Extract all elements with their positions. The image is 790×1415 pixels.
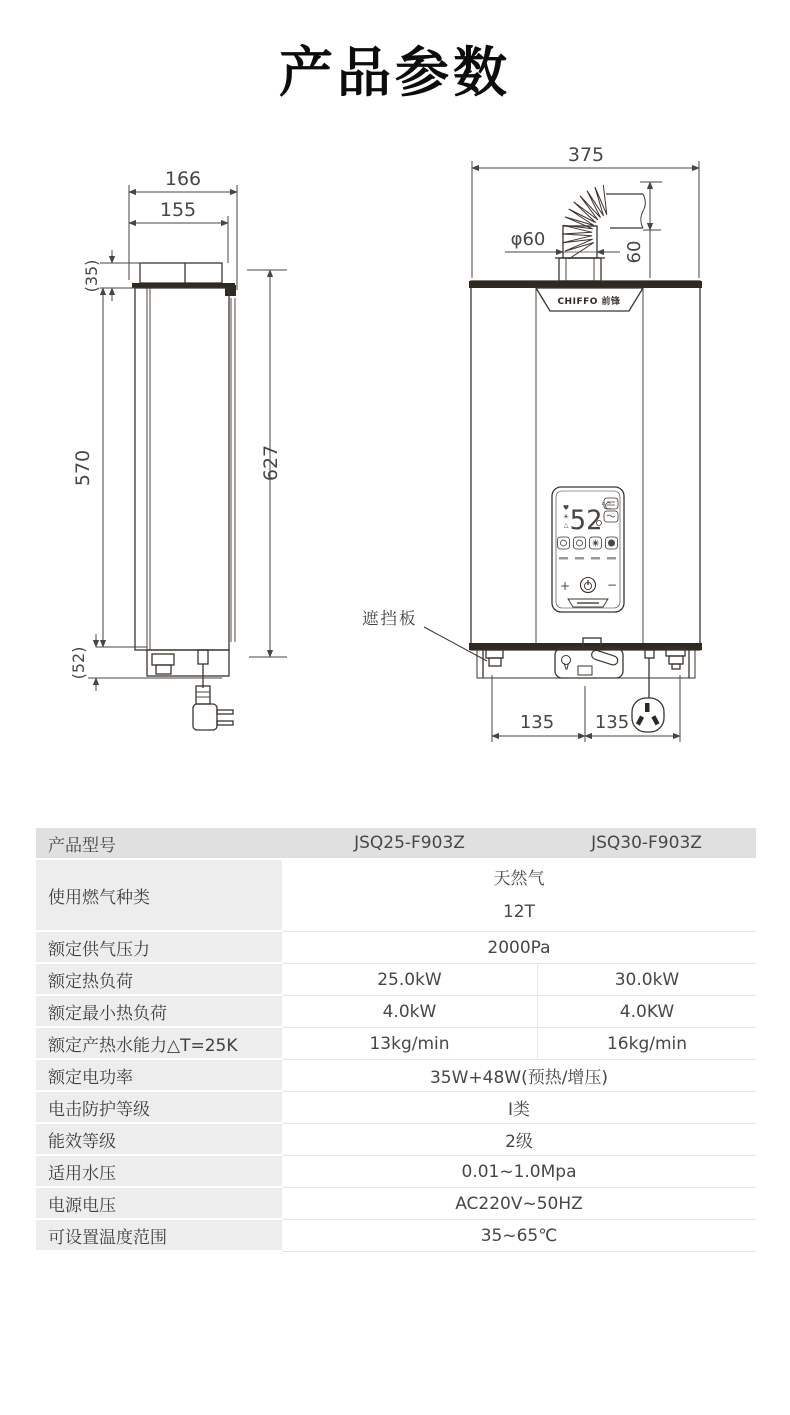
side-view-dimension-labels: [69, 168, 282, 679]
row-label: 使用燃气种类: [36, 860, 282, 932]
row-value: 35W+48W(预热/增压): [282, 1060, 756, 1092]
side-view-drawing: [132, 263, 236, 730]
row-label: 电源电压: [36, 1188, 282, 1220]
panel-temperature-unit: ℃: [600, 502, 612, 512]
panel-temperature: 52: [569, 505, 603, 536]
row-value-2: 4.0KW: [537, 996, 756, 1028]
control-panel-display: [560, 502, 617, 593]
row-label: 能效等级: [36, 1124, 282, 1156]
row-label: 额定供气压力: [36, 932, 282, 964]
dim-35: (35): [82, 259, 101, 293]
header-model-1: JSQ25-F903Z: [282, 828, 537, 860]
row-label: 电击防护等级: [36, 1092, 282, 1124]
table-row-hot-water-capacity: [36, 1028, 756, 1060]
dim-52: (52): [69, 646, 88, 680]
side-view-dimensions: [88, 185, 287, 691]
header-model-2: JSQ30-F903Z: [537, 828, 756, 860]
row-label: 额定产热水能力△T=25K: [36, 1028, 282, 1060]
dim-570: 570: [72, 449, 94, 487]
table-row-min-heat-load: [36, 996, 756, 1028]
brand-badge-text: CHIFFO 前锋: [557, 297, 621, 307]
row-label: 额定热负荷: [36, 964, 282, 996]
shield-plate-label: 遮挡板: [362, 609, 418, 628]
front-view-drawing: [424, 185, 702, 732]
row-value-line-1: 天然气: [493, 868, 545, 889]
dim-135-left: 135: [519, 712, 555, 733]
row-value: AC220V~50HZ: [282, 1188, 756, 1220]
table-row-temperature-range: [36, 1220, 756, 1252]
table-row-shock-protection: [36, 1092, 756, 1124]
row-label: 适用水压: [36, 1156, 282, 1188]
table-row-energy-efficiency: [36, 1124, 756, 1156]
dim-phi60: φ60: [510, 229, 546, 250]
table-header-row: [36, 828, 756, 860]
row-value: 2级: [282, 1124, 756, 1156]
row-value-1: 4.0kW: [282, 996, 537, 1028]
row-value-1: 13kg/min: [282, 1028, 537, 1060]
table-row-electric-power: [36, 1060, 756, 1092]
row-label: 可设置温度范围: [36, 1220, 282, 1252]
dimension-drawings: [0, 130, 790, 790]
dim-60: 60: [624, 240, 645, 264]
row-value-2: 30.0kW: [537, 964, 756, 996]
minus-button-glyph: −: [606, 578, 618, 592]
table-row-gas-type: [36, 860, 756, 932]
spec-table: [36, 828, 756, 1252]
dim-155: 155: [159, 199, 197, 221]
row-label: 额定电功率: [36, 1060, 282, 1092]
row-label: 额定最小热负荷: [36, 996, 282, 1028]
dim-166: 166: [164, 168, 202, 190]
table-row-water-pressure: [36, 1156, 756, 1188]
plus-button-glyph: +: [559, 579, 571, 593]
row-value: 0.01~1.0Mpa: [282, 1156, 756, 1188]
dim-135-right: 135: [594, 712, 630, 733]
row-value: [282, 860, 756, 932]
row-value-2: 16kg/min: [537, 1028, 756, 1060]
table-row-heat-load: [36, 964, 756, 996]
heart-icon: ♥: [562, 504, 570, 512]
page-title: 产品参数: [279, 41, 511, 104]
dim-375: 375: [567, 144, 605, 166]
row-value: 35~65℃: [282, 1220, 756, 1252]
warning-triangle-icon: △: [563, 522, 569, 529]
header-label: 产品型号: [36, 828, 282, 860]
row-value-1: 25.0kW: [282, 964, 537, 996]
row-value: 2000Pa: [282, 932, 756, 964]
table-row-gas-pressure: [36, 932, 756, 964]
sun-icon: ☀: [562, 513, 570, 521]
row-value: Ⅰ类: [282, 1092, 756, 1124]
table-row-power-supply: [36, 1188, 756, 1220]
dim-627: 627: [260, 444, 282, 482]
row-value-line-2: 12T: [502, 901, 536, 922]
